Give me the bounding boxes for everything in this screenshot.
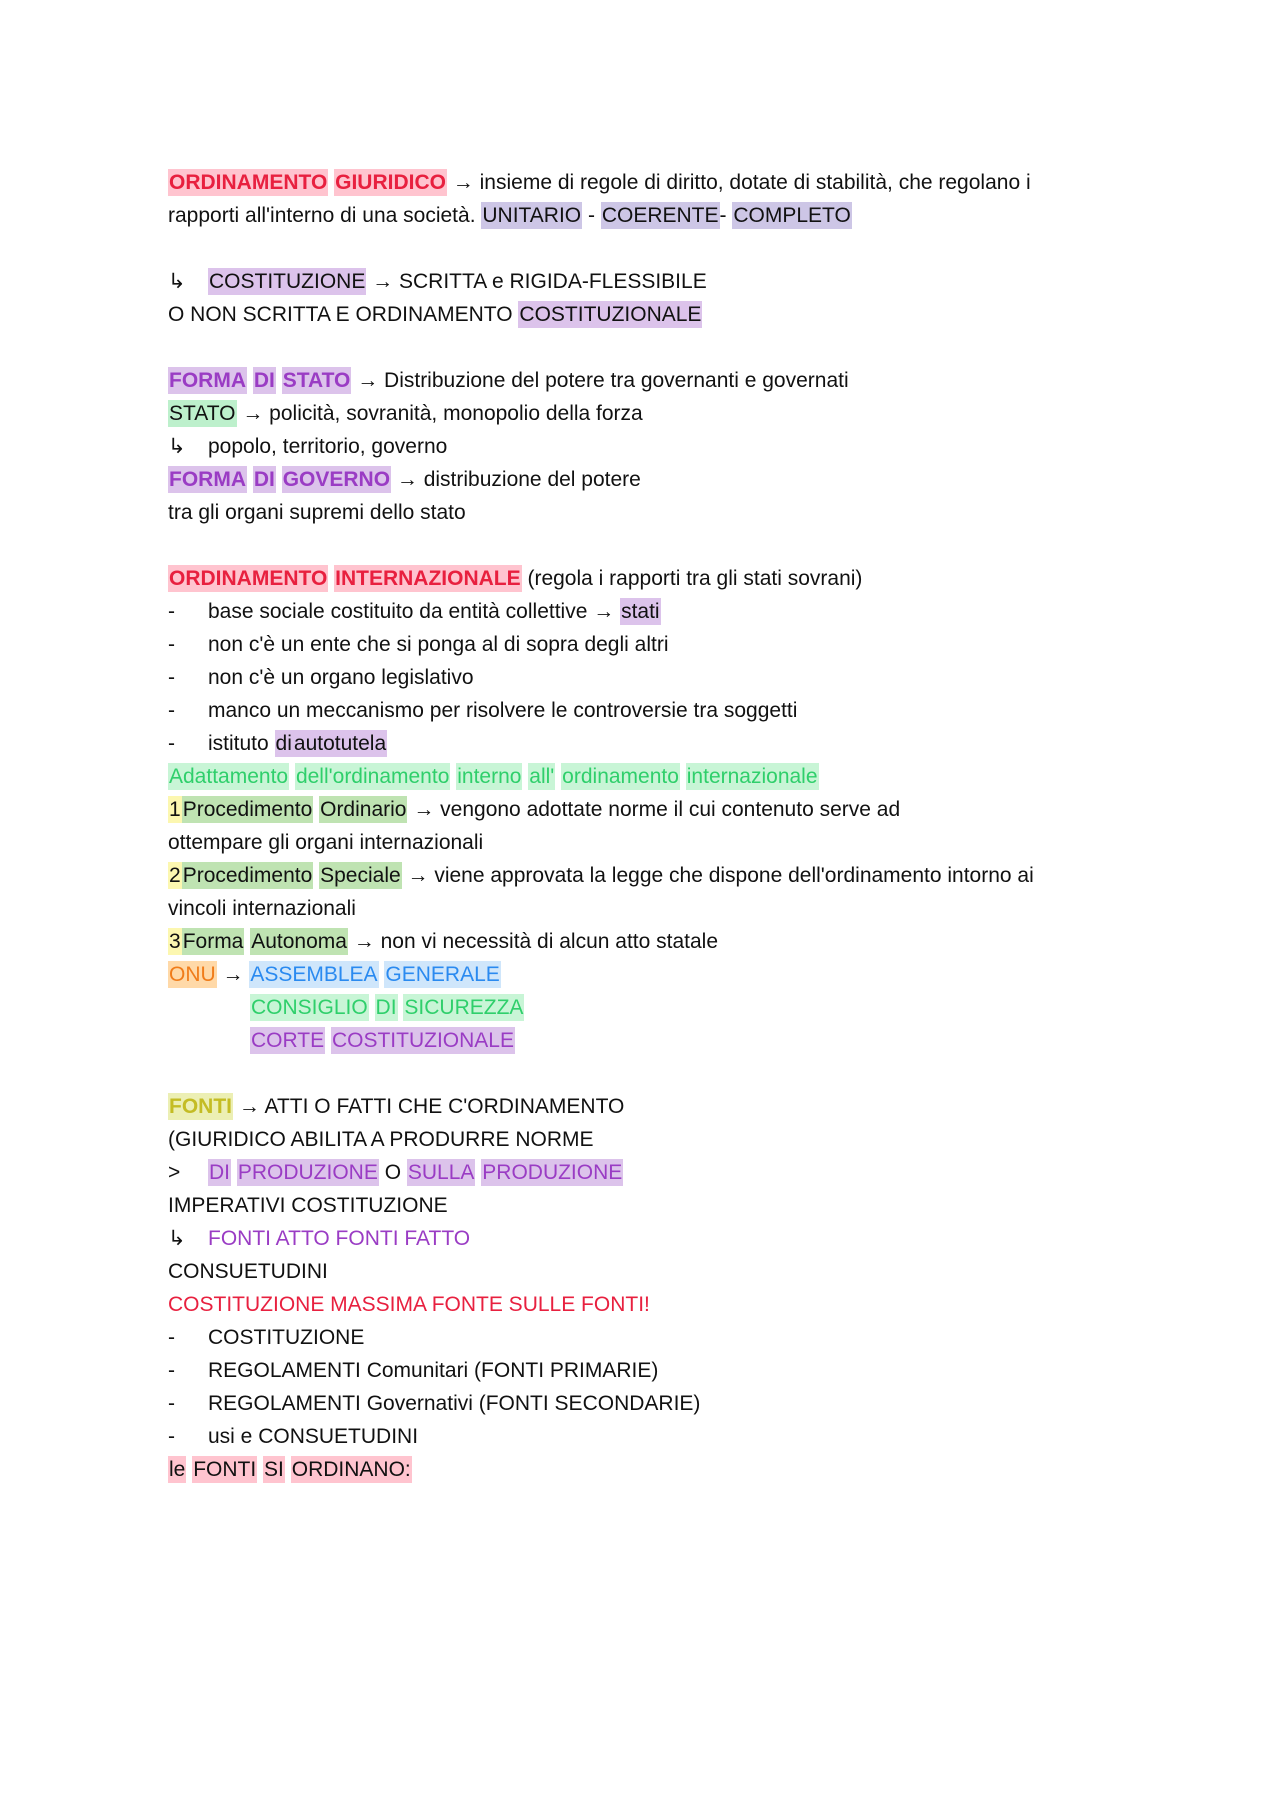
keyword-assemblea: ASSEMBLEA xyxy=(250,963,378,986)
costituzione-line xyxy=(168,265,1168,298)
procedimento-text: ottempare gli organi internazionali xyxy=(168,831,484,854)
procedimento-text: → viene approvata la legge che dispone dell'ordinamento intorno ai xyxy=(401,864,1034,887)
procedimento-text: → vengono adottate norme il cui contenuto serve ad xyxy=(407,798,901,821)
costituzione-text: → SCRITTA e RIGIDA-FLESSIBILE xyxy=(366,270,707,293)
keyword-sulla: SULLA xyxy=(407,1161,475,1184)
keyword-dellordinamento: dell'ordinamento xyxy=(295,765,450,788)
keyword-generale: GENERALE xyxy=(385,963,500,986)
list-item xyxy=(168,628,1168,661)
keyword-governo: GOVERNO xyxy=(282,468,391,491)
consuetudini-line xyxy=(168,1255,1168,1288)
forma-di-stato-line xyxy=(168,364,1168,397)
keyword-giuridico: GIURIDICO xyxy=(335,171,446,194)
keyword-di: di xyxy=(275,732,292,755)
bullet-text: REGOLAMENTI Comunitari (FONTI PRIMARIE) xyxy=(208,1359,659,1382)
organi-text: tra gli organi supremi dello stato xyxy=(168,501,466,524)
arrow-text: → xyxy=(216,963,250,986)
fonti-text: (GIURIDICO ABILITA A PRODURRE NORME xyxy=(168,1128,594,1151)
dash-bullet: - xyxy=(168,600,175,623)
corte-line xyxy=(168,1024,1168,1057)
keyword-ordinamento: ORDINAMENTO xyxy=(169,567,328,590)
keyword-unitario: UNITARIO xyxy=(482,204,582,227)
bullet-text: istituto xyxy=(208,732,275,755)
keyword-di: DI xyxy=(253,468,275,491)
number-3: 3 xyxy=(169,930,181,953)
consuetudini-text: CONSUETUDINI xyxy=(168,1260,328,1283)
giuridico-abilita-line xyxy=(168,1123,1168,1156)
fonti-ordinano-line xyxy=(168,1453,1168,1486)
procedimento-speciale-cont xyxy=(168,892,1168,925)
list-item xyxy=(168,1354,1168,1387)
separator: - xyxy=(719,204,733,227)
keyword-stati: stati xyxy=(621,600,660,623)
procedimento-ordinario-cont xyxy=(168,826,1168,859)
keyword-internazionale: internazionale xyxy=(686,765,818,788)
keyword-forma: Forma xyxy=(182,930,244,953)
forma-autonoma-text: → non vi necessità di alcun atto statale xyxy=(347,930,718,953)
fonti-line xyxy=(168,1090,1168,1123)
keyword-ordinano: ORDINANO: xyxy=(291,1458,411,1481)
keyword-speciale: Speciale xyxy=(320,864,401,887)
keyword-le: le xyxy=(169,1458,186,1481)
fonti-atto-line xyxy=(168,1222,1168,1255)
forma-stato-text: → Distribuzione del potere tra governanti e governati xyxy=(351,369,849,392)
forma-autonoma-line xyxy=(168,925,1168,958)
list-item xyxy=(168,1420,1168,1453)
stato-line xyxy=(168,397,1168,430)
list-item xyxy=(168,694,1168,727)
keyword-forma: FORMA xyxy=(169,369,246,392)
consiglio-line xyxy=(168,991,1168,1024)
keyword-interno: interno xyxy=(457,765,522,788)
keyword-onu: ONU xyxy=(169,963,216,986)
keyword-consiglio: CONSIGLIO xyxy=(251,996,368,1019)
internazionale-text: (regola i rapporti tra gli stati sovrani) xyxy=(521,567,863,590)
corner-arrow-icon: ↳ xyxy=(168,435,186,458)
number-2: 2 xyxy=(169,864,181,887)
number-1: 1 xyxy=(169,798,181,821)
keyword-costituzione: COSTITUZIONE xyxy=(209,270,366,293)
list-item xyxy=(168,1387,1168,1420)
dash-bullet: - xyxy=(168,633,175,656)
keyword-costituzionale: COSTITUZIONALE xyxy=(331,1029,514,1052)
keyword-si: SI xyxy=(264,1458,284,1481)
fonti-atto-text: FONTI ATTO FONTI FATTO xyxy=(208,1227,471,1250)
forma-di-governo-line xyxy=(168,463,1168,496)
costituzione-massima-line xyxy=(168,1288,1168,1321)
bullet-text: manco un meccanismo per risolvere le controversie tra soggetti xyxy=(208,699,798,722)
keyword-fonti: FONTI xyxy=(169,1095,232,1118)
forma-governo-text: → distribuzione del potere xyxy=(391,468,641,491)
list-item xyxy=(168,661,1168,694)
keyword-coerente: COERENTE xyxy=(601,204,719,227)
keyword-ordinario: Ordinario xyxy=(320,798,407,821)
keyword-di: DI xyxy=(209,1161,230,1184)
list-item xyxy=(168,595,1168,628)
corner-arrow-icon: ↳ xyxy=(168,270,186,293)
keyword-di: DI xyxy=(253,369,275,392)
imperativi-line xyxy=(168,1189,1168,1222)
bullet-text: COSTITUZIONE xyxy=(208,1326,365,1349)
bullet-text: non c'è un ente che si ponga al di sopra degli altri xyxy=(208,633,669,656)
procedimento-ordinario-line xyxy=(168,793,1168,826)
keyword-produzione: PRODUZIONE xyxy=(482,1161,623,1184)
procedimento-text: vincoli internazionali xyxy=(168,897,356,920)
separator: - xyxy=(582,204,601,227)
popolo-line xyxy=(168,430,1168,463)
popolo-text: popolo, territorio, governo xyxy=(208,435,448,458)
non-scritta-text: O NON SCRITTA E ORDINAMENTO xyxy=(168,303,519,326)
stato-text: → policità, sovranità, monopolio della forza xyxy=(236,402,643,425)
keyword-procedimento: Procedimento xyxy=(182,798,313,821)
ordinamento-giuridico-line xyxy=(168,166,1168,199)
dash-bullet: - xyxy=(168,1425,175,1448)
notes-page xyxy=(168,166,1168,1486)
keyword-produzione: PRODUZIONE xyxy=(237,1161,378,1184)
list-item xyxy=(168,1321,1168,1354)
dash-bullet: - xyxy=(168,1392,175,1415)
dash-bullet: - xyxy=(168,1359,175,1382)
keyword-autotutela: autotutela xyxy=(293,732,387,755)
fonti-text: → ATTI O FATTI CHE C'ORDINAMENTO xyxy=(233,1095,625,1118)
keyword-completo: COMPLETO xyxy=(733,204,851,227)
non-scritta-line xyxy=(168,298,1168,331)
ordinamento-properties-line xyxy=(168,199,1168,232)
keyword-autonoma: Autonoma xyxy=(251,930,347,953)
adattamento-line xyxy=(168,760,1168,793)
keyword-stato: STATO xyxy=(282,369,351,392)
keyword-costituzionale: COSTITUZIONALE xyxy=(519,303,702,326)
keyword-corte: CORTE xyxy=(251,1029,325,1052)
dash-bullet: - xyxy=(168,699,175,722)
keyword-all: all' xyxy=(529,765,555,788)
keyword-stato-green: STATO xyxy=(169,402,236,425)
bullet-text: REGOLAMENTI Governativi (FONTI SECONDARIE) xyxy=(208,1392,701,1415)
dash-bullet: - xyxy=(168,1326,175,1349)
produzione-line xyxy=(168,1156,1168,1189)
dash-bullet: - xyxy=(168,666,175,689)
keyword-adattamento: Adattamento xyxy=(169,765,289,788)
costituzione-massima-text: COSTITUZIONE MASSIMA FONTE SULLE FONTI! xyxy=(168,1293,650,1316)
imperativi-text: IMPERATIVI COSTITUZIONE xyxy=(168,1194,448,1217)
dash-bullet: - xyxy=(168,732,175,755)
keyword-di: DI xyxy=(375,996,397,1019)
bullet-text: base sociale costituito da entità collettive → xyxy=(208,600,621,623)
keyword-sicurezza: SICUREZZA xyxy=(404,996,524,1019)
keyword-forma: FORMA xyxy=(169,468,246,491)
chevron-right-icon: > xyxy=(168,1161,181,1184)
keyword-ordinamento: ORDINAMENTO xyxy=(169,171,328,194)
ordinamento-internazionale-line xyxy=(168,562,1168,595)
organi-line xyxy=(168,496,1168,529)
definition-text: → insieme di regole di diritto, dotate di stabilità, che regolano i xyxy=(446,171,1031,194)
definition-text: rapporti all'interno di una società. xyxy=(168,204,482,227)
keyword-fonti: FONTI xyxy=(193,1458,257,1481)
corner-arrow-icon: ↳ xyxy=(168,1227,186,1250)
onu-line xyxy=(168,958,1168,991)
keyword-internazionale: INTERNAZIONALE xyxy=(335,567,521,590)
keyword-ordinamento: ordinamento xyxy=(562,765,679,788)
keyword-procedimento: Procedimento xyxy=(182,864,313,887)
list-item xyxy=(168,727,1168,760)
bullet-text: usi e CONSUETUDINI xyxy=(208,1425,419,1448)
bullet-text: non c'è un organo legislativo xyxy=(208,666,474,689)
conjunction: O xyxy=(378,1161,407,1184)
procedimento-speciale-line xyxy=(168,859,1168,892)
